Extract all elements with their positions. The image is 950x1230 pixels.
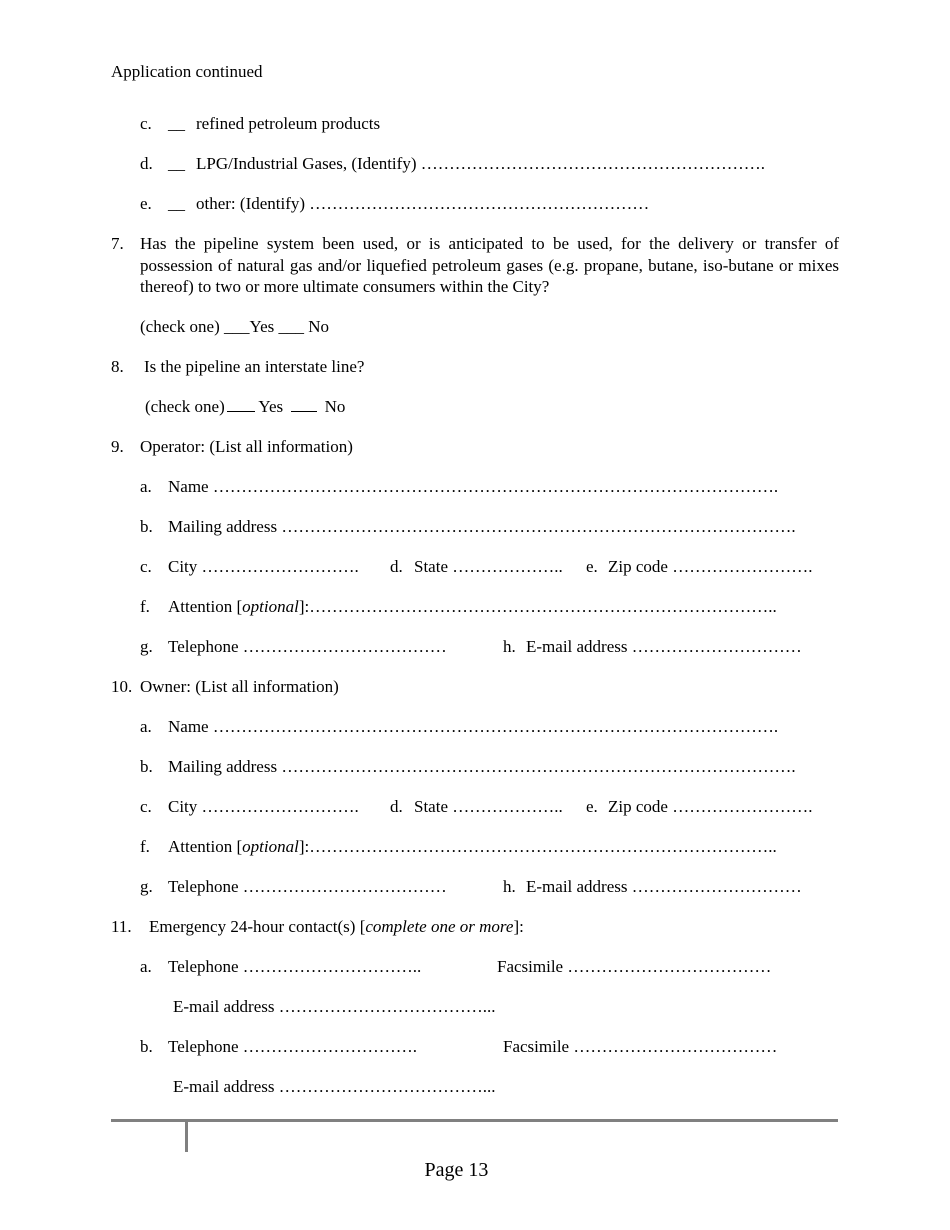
q10-name-letter: a. [140, 717, 152, 736]
q10-city-field[interactable] [140, 797, 359, 817]
q10-city-letter: c. [140, 797, 152, 816]
q9-city-text[interactable]: City ………………………. [168, 557, 359, 576]
q10-zip-field[interactable] [586, 797, 812, 817]
q10-mailing-text[interactable]: Mailing address ………………………………………………………………………………. [168, 757, 796, 776]
q11b-facsimile-field[interactable]: Facsimile ……………………………… [503, 1037, 778, 1056]
q7-question-text: Has the pipeline system been used, or is anticipated to be used, for the delivery or transfer of possession of natural gas and/or liquefied petroleum gases (e.g. propane, butane, iso-butane or mixes thereof) to two or more ultimate consumers within the City? [140, 234, 839, 296]
q9-mailing-text[interactable]: Mailing address ………………………………………………………………………………. [168, 517, 796, 536]
q10-attention-letter: f. [140, 837, 150, 856]
q9-email-letter: h. [503, 637, 516, 656]
q9-zip-text[interactable]: Zip code ……………………. [608, 557, 813, 576]
q11b-telephone-text[interactable]: Telephone …………………………. [168, 1037, 418, 1056]
q9-name-text[interactable]: Name ………………………………………………………………………………………. [168, 477, 779, 496]
q8-number: 8. [111, 357, 124, 376]
q9-state-text[interactable]: State ……………….. [414, 557, 563, 576]
q11b-letter: b. [140, 1037, 153, 1056]
q8-line [111, 357, 364, 377]
q9-line [111, 437, 353, 457]
q9-mailing-letter: b. [140, 517, 153, 536]
q10-title: Owner: (List all information) [140, 677, 339, 696]
q9-attention-post[interactable]: ]:……………………………………………………………………….. [298, 597, 777, 616]
q7-check-one [140, 317, 329, 337]
q9-city-field[interactable] [140, 557, 359, 577]
q9-state-field[interactable] [390, 557, 563, 577]
q10-zip-text[interactable]: Zip code ……………………. [608, 797, 813, 816]
page-number: Page 13 [424, 1159, 489, 1181]
q10-attention-field[interactable] [140, 837, 777, 857]
q6-item-c-blank[interactable]: __ [168, 114, 185, 133]
q6-item-d-text[interactable]: LPG/Industrial Gases, (Identify) ……………………………………………………. [196, 154, 765, 173]
q9-telephone-letter: g. [140, 637, 153, 656]
q8-no-label: No [324, 397, 346, 416]
page-header-title: Application continued [111, 62, 263, 81]
q11-title-em: complete one or more [365, 917, 514, 936]
q10-state-field[interactable] [390, 797, 563, 817]
q10-telephone-letter: g. [140, 877, 153, 896]
q6-item-d-blank[interactable]: __ [168, 154, 185, 173]
q10-number: 10. [111, 677, 133, 696]
q6-item-e-letter: e. [140, 194, 152, 213]
q6-item-e-blank[interactable]: __ [168, 194, 185, 213]
q9-number: 9. [111, 437, 124, 456]
q7-yes-blank[interactable]: ___ [224, 317, 250, 336]
q9-email-text[interactable]: E-mail address ………………………… [526, 637, 802, 656]
q6-item-d-letter: d. [140, 154, 153, 173]
q9-state-letter: d. [390, 557, 403, 576]
q10-line [111, 677, 339, 697]
q10-name-text[interactable]: Name ………………………………………………………………………………………. [168, 717, 779, 736]
q6-item-e [140, 194, 649, 214]
q6-item-d [140, 154, 765, 174]
q10-attention-pre: Attention [ [168, 837, 243, 856]
q9-zip-field[interactable] [586, 557, 812, 577]
q9-telephone-text[interactable]: Telephone ……………………………… [168, 637, 447, 656]
q8-check-label: (check one) [145, 397, 225, 416]
footer-rule [111, 1119, 838, 1122]
q10-name-field[interactable] [140, 717, 778, 737]
q10-mailing-address-field[interactable] [140, 757, 796, 777]
q10-state-letter: d. [390, 797, 403, 816]
q11a-letter: a. [140, 957, 152, 976]
q9-mailing-address-field[interactable] [140, 517, 796, 537]
q11a-telephone-field[interactable] [140, 957, 421, 977]
q9-city-letter: c. [140, 557, 152, 576]
q9-telephone-field[interactable] [140, 637, 447, 657]
q7-check-label: (check one) [140, 317, 220, 336]
q6-item-c [140, 114, 380, 134]
q11-number: 11. [111, 917, 132, 936]
q6-item-e-text[interactable]: other: (Identify) …………………………………………………… [196, 194, 650, 213]
q11a-email-field[interactable]: E-mail address ………………………………... [173, 997, 496, 1016]
q8-check-one [145, 397, 345, 417]
q11-title-post: ]: [513, 917, 524, 936]
q9-name-letter: a. [140, 477, 152, 496]
q11a-telephone-text[interactable]: Telephone ………………………….. [168, 957, 422, 976]
q11-title-pre: Emergency 24-hour contact(s) [ [149, 917, 366, 936]
q10-attention-optional: optional [242, 837, 299, 856]
q7-no-blank[interactable]: ___ [278, 317, 305, 336]
q7-no-label: No [308, 317, 330, 336]
q10-email-letter: h. [503, 877, 516, 896]
q9-title: Operator: (List all information) [140, 437, 353, 456]
q11b-telephone-field[interactable] [140, 1037, 417, 1057]
q11b-email-field[interactable]: E-mail address ………………………………... [173, 1077, 496, 1096]
q8-yes-label: Yes [258, 397, 284, 416]
q9-attention-pre: Attention [ [168, 597, 243, 616]
q7-yes-label: Yes [249, 317, 275, 336]
q10-city-text[interactable]: City ………………………. [168, 797, 359, 816]
q10-email-text[interactable]: E-mail address ………………………… [526, 877, 802, 896]
q6-item-c-letter: c. [140, 114, 152, 133]
q9-attention-letter: f. [140, 597, 150, 616]
q10-state-text[interactable]: State ……………….. [414, 797, 563, 816]
q9-attention-optional: optional [242, 597, 299, 616]
q10-email-field[interactable] [503, 877, 802, 897]
q10-attention-post[interactable]: ]:……………………………………………………………………….. [298, 837, 777, 856]
footer-tick [185, 1122, 188, 1152]
q10-zip-letter: e. [586, 797, 598, 816]
q9-email-field[interactable] [503, 637, 802, 657]
q7-number: 7. [111, 234, 124, 253]
q11a-facsimile-field[interactable]: Facsimile ……………………………… [497, 957, 772, 976]
q10-telephone-field[interactable] [140, 877, 447, 897]
q8-no-blank[interactable] [291, 397, 317, 412]
q8-yes-blank[interactable] [227, 397, 255, 412]
q10-mailing-letter: b. [140, 757, 153, 776]
q6-item-c-text: refined petroleum products [196, 114, 381, 133]
q11-line [111, 917, 524, 937]
q8-question-text: Is the pipeline an interstate line? [144, 357, 365, 376]
q10-telephone-text[interactable]: Telephone ……………………………… [168, 877, 447, 896]
q9-attention-field[interactable] [140, 597, 777, 617]
q9-name-field[interactable] [140, 477, 778, 497]
q9-zip-letter: e. [586, 557, 598, 576]
